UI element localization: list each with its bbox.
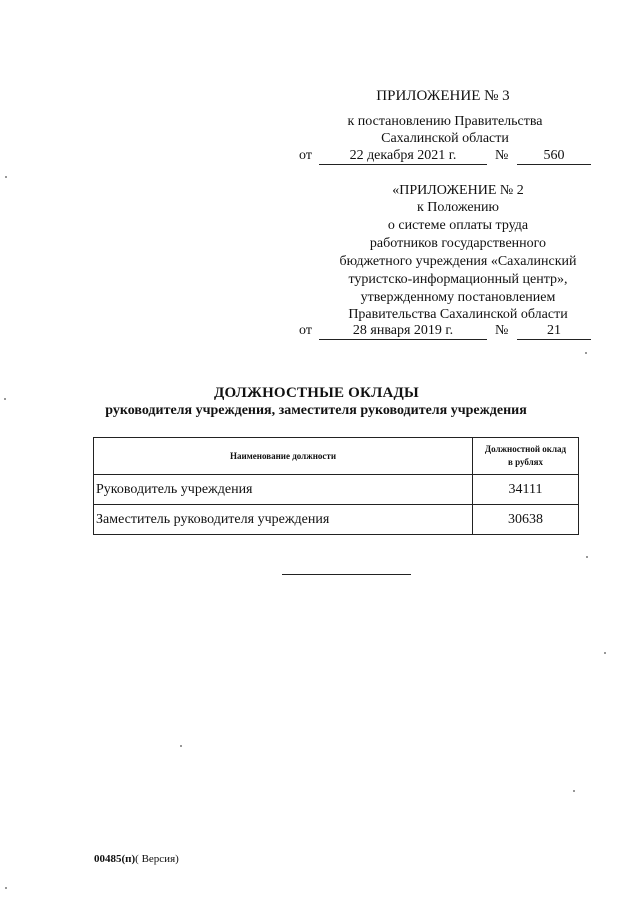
document-title: ДОЛЖНОСТНЫЕ ОКЛАДЫ [214,385,419,401]
appendix3-line1: к постановлению Правительства [347,114,543,129]
position-salary: 30638 [473,505,579,535]
appendix3-title: ПРИЛОЖЕНИЕ № 3 [376,88,510,104]
appendix2-number: 21 [517,323,591,340]
scan-speck [573,790,575,792]
header-position-name: Наименование должности [94,438,473,475]
scan-speck [585,352,587,354]
salary-table [93,437,579,535]
document-version: ( Версия) [135,853,179,865]
header-salary-line2: в рублях [507,457,544,467]
appendix2-line: утвержденному постановлением [360,290,556,305]
appendix3-line2: Сахалинской области [381,131,509,146]
header-salary-line1: Должностной оклад [484,444,567,454]
scan-speck [586,556,588,558]
appendix2-signature-row [299,323,599,341]
appendix2-line: работников государственного [369,236,547,251]
scan-speck [180,745,182,747]
scan-speck [604,652,606,654]
document-code: 00485(п) [94,853,136,865]
appendix2-line: туристско-информационный центр», [348,272,568,287]
appendix2-from-label: от [299,323,312,338]
appendix2-number-label: № [495,323,509,338]
appendix2-line: о системе оплаты труда [387,218,529,233]
scan-speck [4,398,6,400]
appendix2-line: бюджетного учреждения «Сахалинский [339,254,577,269]
closing-rule [282,574,411,575]
position-salary: 34111 [473,475,579,505]
appendix3-signature-row [299,148,599,166]
table-row [94,475,579,505]
header-salary [473,438,579,475]
document-subtitle: руководителя учреждения, заместителя руководителя учреждения [105,403,527,418]
scan-speck [5,887,7,889]
table-header-row [94,438,579,475]
scan-speck [5,176,7,178]
appendix2-line: к Положению [416,200,499,215]
appendix3-number-label: № [495,148,509,163]
position-name: Заместитель руководителя учреждения [94,505,473,535]
appendix2-line: Правительства Сахалинской области [348,307,568,322]
appendix2-date: 28 января 2019 г. [319,323,487,340]
appendix3-number: 560 [517,148,591,165]
table-row [94,505,579,535]
position-name: Руководитель учреждения [94,475,473,505]
appendix3-date: 22 декабря 2021 г. [319,148,487,165]
footer-code [94,853,179,865]
appendix3-from-label: от [299,148,312,163]
appendix2-line: «ПРИЛОЖЕНИЕ № 2 [392,183,524,198]
appendix2-block [328,183,588,323]
